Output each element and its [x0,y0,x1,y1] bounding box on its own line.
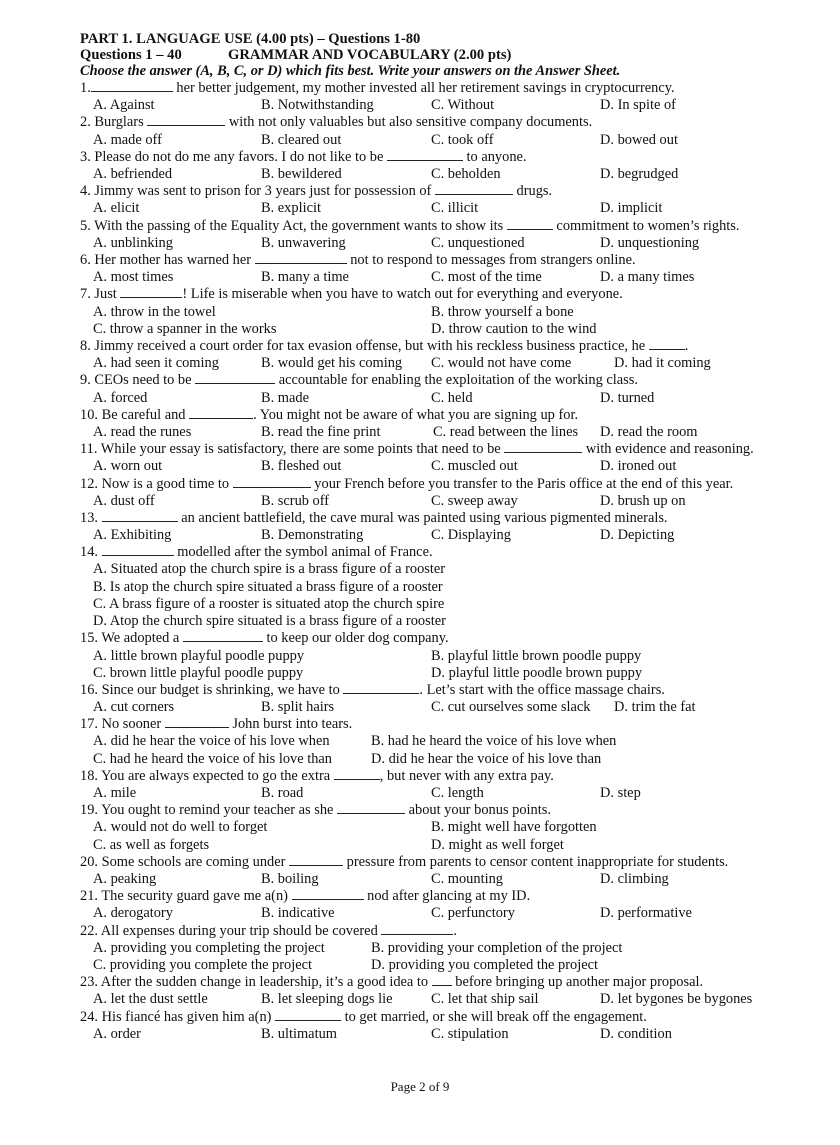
option-b: B. let sleeping dogs lie [261,991,393,1008]
option-d: D. bowed out [600,131,678,148]
stem-text-after: to anyone. [462,148,527,165]
question-number: 10. [80,406,98,423]
option-c: C. mounting [431,871,503,888]
option-d: D. Depicting [600,527,675,544]
stem-text-after: to get married, or she will break off the engagement. [341,1008,647,1025]
option-c: C. Without [431,97,495,114]
question-stem [80,1009,780,1026]
option-a: A. made off [93,131,162,148]
question-14 [80,544,780,630]
option-a: A. throw in the towel [93,303,216,320]
stem-text-after: drugs. [512,183,553,200]
answer-blank [183,630,263,642]
question-21 [80,888,780,922]
option-a: A. let the dust settle [93,991,208,1008]
question-number: 23. [80,974,98,991]
option-c: C. as well as forgets [93,836,210,853]
option-b: B. Demonstrating [261,527,364,544]
stem-text-before: Please do not do me any favors. I do not like to be [90,148,387,165]
stem-text-after: before bringing up another major proposal. [451,974,704,991]
question-number: 1. [80,80,91,96]
option-b: B. playful little brown poodle puppy [431,647,642,664]
answer-blank [432,974,452,986]
option-d: D. playful little poodle brown puppy [431,664,643,681]
answer-options [80,235,780,252]
stem-text-after: commitment to women’s rights. [552,217,740,234]
stem-text-before: Jimmy received a court order for tax evasion offense, but with his reckless business practice, he [90,337,649,354]
stem-text-after: John burst into tears. [228,716,353,733]
option-b: B. made [261,389,309,406]
option-d: D. In spite of [600,97,676,114]
answer-options [80,733,780,767]
question-15 [80,630,780,682]
question-16 [80,682,780,716]
section-heading [80,47,780,63]
stem-text-before: All expenses during your trip should be covered [98,922,382,939]
answer-options [80,527,780,544]
question-stem [80,768,780,785]
section-range: Questions 1 – 40 [80,47,182,63]
answer-options [80,269,780,286]
answer-blank [255,252,347,264]
question-list [80,80,780,1043]
question-number: 4. [80,183,91,200]
option-a: A. read the runes [93,423,192,440]
question-stem [80,80,780,97]
question-number: 17. [80,716,98,733]
stem-text-after: . [453,922,457,939]
answer-blank [435,183,513,195]
stem-text-before: With the passing of the Equality Act, the government wants to show its [90,217,507,234]
stem-text-before: We adopted a [98,630,183,647]
question-number: 7. [80,286,91,303]
stem-text-before: CEOs need to be [90,372,196,389]
question-stem [80,854,780,871]
option-d: D. climbing [600,871,669,888]
option-c: C. providing you complete the project [93,957,313,974]
stem-text-before: His fiancé has given him a(n) [98,1008,276,1025]
question-13 [80,510,780,544]
stem-text-before: Just [90,286,121,303]
option-b: B. fleshed out [261,458,342,475]
question-stem [80,372,780,389]
answer-options [80,458,780,475]
option-a: A. unblinking [93,234,173,251]
answer-options [80,97,780,114]
option-b: B. unwavering [261,234,346,251]
question-stem [80,114,780,131]
option-d: D. performative [600,905,692,922]
stem-text-after: ! Life is miserable when you have to watch out for everything and everyone. [182,286,623,303]
question-10 [80,407,780,441]
option-a: A. Situated atop the church spire is a brass figure of a rooster [93,561,446,578]
option-c: C. would not have come [431,355,572,372]
option-a: A. dust off [93,492,155,509]
answer-options [80,648,780,682]
option-c: C. let that ship sail [431,991,539,1008]
answer-options [80,493,780,510]
answer-options [80,355,780,372]
option-c: C. muscled out [431,458,518,475]
exam-page [80,31,780,1043]
stem-text-after: . [684,337,689,354]
question-4 [80,183,780,217]
answer-options [80,991,780,1008]
answer-options [80,390,780,407]
answer-options [80,166,780,183]
question-number: 8. [80,337,91,354]
stem-text-before: After the sudden change in leadership, it’s a good idea to [98,974,432,991]
question-number: 9. [80,372,91,389]
stem-text-before: You ought to remind your teacher as she [98,802,338,819]
question-stem [80,476,780,493]
option-c: C. throw a spanner in the works [93,320,277,337]
option-c: C. read between the lines [433,423,579,440]
answer-options [80,699,780,716]
answer-blank [343,682,419,694]
question-number: 24. [80,1008,98,1025]
option-b: B. cleared out [261,131,342,148]
question-stem [80,218,780,235]
question-22 [80,923,780,975]
option-c: C. had he heard the voice of his love than [93,750,332,767]
page-number: Page 2 of 9 [390,1079,450,1094]
question-number: 11. [80,441,98,458]
question-18 [80,768,780,802]
option-d: D. ironed out [600,458,677,475]
answer-blank [120,286,182,298]
answer-blank [334,768,380,780]
option-d: D. trim the fat [614,699,696,716]
option-d: D. implicit [600,200,663,217]
stem-text-before: Jimmy was sent to prison for 3 years just for possession of [90,183,435,200]
answer-blank [233,476,311,488]
question-number: 13. [80,509,98,526]
question-number: 21. [80,888,98,905]
option-a: A. peaking [93,871,157,888]
option-a: A. had seen it coming [93,355,219,372]
stem-text-before: Some schools are coming under [98,853,290,870]
option-a: A. little brown playful poodle puppy [93,647,305,664]
option-d: D. step [600,785,641,802]
question-11 [80,441,780,475]
option-a: A. cut corners [93,699,175,716]
question-12 [80,476,780,510]
question-stem [80,407,780,424]
answer-blank [102,510,178,522]
answer-blank [275,1009,341,1021]
option-b: B. explicit [261,200,321,217]
option-c: C. most of the time [431,269,542,286]
stem-text-after: . You might not be aware of what you are signing up for. [253,406,579,423]
answer-options [80,200,780,217]
option-c: C. Displaying [431,527,511,544]
option-c: C. brown little playful poodle puppy [93,664,304,681]
question-number: 15. [80,630,98,647]
question-number: 12. [80,475,98,492]
instructions: Choose the answer (A, B, C, or D) which fits best. Write your answers on the Answer Sheet. [80,63,621,79]
stem-text-before: While your essay is satisfactory, there are some points that need to be [97,441,505,458]
option-b: B. had he heard the voice of his love when [371,733,617,750]
section-title: GRAMMAR AND VOCABULARY (2.00 pts) [228,47,512,63]
question-number: 18. [80,767,98,784]
question-number: 22. [80,922,98,939]
question-1 [80,80,780,114]
stem-text-after: about your bonus points. [405,802,551,819]
stem-text-before: You are always expected to go the extra [98,767,334,784]
question-24 [80,1009,780,1043]
question-8 [80,338,780,372]
option-d: D. read the room [600,423,698,440]
option-b: B. bewildered [261,165,342,182]
answer-blank [165,716,229,728]
option-a: A. would not do well to forget [93,819,268,836]
option-a: A. order [93,1025,141,1042]
answer-blank [337,802,405,814]
question-9 [80,372,780,406]
option-d: D. begrudged [600,165,679,182]
stem-text-after: to keep our older dog company. [262,630,449,647]
question-6 [80,252,780,286]
stem-text-after: nod after glancing at my ID. [363,888,531,905]
stem-text-before: Be careful and [98,406,190,423]
option-a: A. elicit [93,200,140,217]
question-number: 6. [80,251,91,268]
question-number: 2. [80,114,91,131]
answer-blank [102,544,174,556]
question-stem [80,802,780,819]
option-b: B. providing your completion of the project [371,939,623,956]
question-stem [80,286,780,303]
question-3 [80,149,780,183]
stem-text-after: modelled after the symbol animal of France. [173,544,433,561]
option-d: D. a many times [600,269,695,286]
answer-options [80,785,780,802]
option-b: B. Notwithstanding [261,97,374,114]
option-a: A. mile [93,785,137,802]
option-b: B. split hairs [261,699,335,716]
question-number: 5. [80,217,91,234]
option-b: B. would get his coming [261,355,403,372]
option-a: A. befriended [93,165,173,182]
option-b: B. read the fine print [261,423,381,440]
stem-text-before: Since our budget is shrinking, we have to [98,681,344,698]
answer-options [80,304,780,338]
answer-blank [289,854,343,866]
option-c: C. perfunctory [431,905,515,922]
question-stem [80,338,780,355]
answer-options [80,1026,780,1043]
option-a: A. providing you completing the project [93,939,325,956]
option-c: C. cut ourselves some slack [431,699,591,716]
option-a: A. derogatory [93,905,173,922]
option-b: B. road [261,785,304,802]
option-d: D. Atop the church spire situated is a brass figure of a rooster [93,613,446,630]
part-title: PART 1. LANGUAGE USE (4.00 pts) – Questions 1-80 [80,31,421,47]
question-stem [80,974,780,991]
option-d: D. let bygones be bygones [600,991,753,1008]
option-b: B. might well have forgotten [431,819,597,836]
option-d: D. did he hear the voice of his love than [371,750,602,767]
question-number: 19. [80,802,98,819]
question-19 [80,802,780,854]
option-a: A. forced [93,389,148,406]
option-b: B. indicative [261,905,335,922]
stem-text-before: No sooner [98,716,165,733]
question-stem [80,544,780,561]
answer-blank [91,80,173,92]
question-number: 16. [80,681,98,698]
answer-options [80,132,780,149]
stem-text-after: with evidence and reasoning. [582,441,754,458]
question-stem [80,682,780,699]
question-2 [80,114,780,148]
answer-blank [381,923,453,935]
option-d: D. condition [600,1025,672,1042]
stem-text-after: her better judgement, my mother invested all her retirement savings in cryptocurrency. [172,80,675,96]
question-stem [80,888,780,905]
option-c: C. beholden [431,165,501,182]
answer-blank [195,372,275,384]
question-7 [80,286,780,338]
stem-text-after: , but never with any extra pay. [379,767,554,784]
stem-text-before: The security guard gave me a(n) [98,888,292,905]
option-d: D. might as well forget [431,836,564,853]
stem-text-before: Her mother has warned her [90,251,255,268]
stem-text-after: your French before you transfer to the Paris office at the end of this year. [310,475,734,492]
option-c: C. A brass figure of a rooster is situated atop the church spire [93,595,445,612]
option-b: B. Is atop the church spire situated a brass figure of a rooster [93,578,443,595]
option-b: B. scrub off [261,492,330,509]
stem-text-after: pressure from parents to censor content inappropriate for students. [343,853,729,870]
answer-options [80,871,780,888]
option-d: D. unquestioning [600,234,700,251]
option-d: D. providing you completed the project [371,957,598,974]
option-b: B. ultimatum [261,1025,337,1042]
option-c: C. took off [431,131,494,148]
stem-text-after: an ancient battlefield, the cave mural was painted using various pigmented minerals. [177,509,668,526]
answer-blank [504,441,582,453]
stem-text-after: not to respond to messages from strangers online. [346,251,636,268]
question-number: 20. [80,853,98,870]
option-b: B. boiling [261,871,319,888]
answer-options [80,940,780,974]
question-stem [80,716,780,733]
answer-blank [507,218,553,230]
option-d: D. throw caution to the wind [431,320,597,337]
question-17 [80,716,780,768]
option-b: B. many a time [261,269,349,286]
question-23 [80,974,780,1008]
answer-blank [189,407,253,419]
option-c: C. held [431,389,473,406]
question-stem [80,923,780,940]
question-stem [80,252,780,269]
answer-blank [649,338,685,350]
option-a: A. worn out [93,458,163,475]
question-number: 3. [80,148,91,165]
question-5 [80,218,780,252]
option-c: C. unquestioned [431,234,525,251]
answer-options [80,905,780,922]
answer-blank [292,888,364,900]
option-c: C. sweep away [431,492,518,509]
stem-text-after: . Let’s start with the office massage chairs. [419,681,665,698]
question-20 [80,854,780,888]
option-c: C. length [431,785,484,802]
answer-blank [147,114,225,126]
answer-blank [387,149,463,161]
option-b: B. throw yourself a bone [431,303,574,320]
answer-options [80,424,780,441]
stem-text-before: Now is a good time to [98,475,233,492]
option-d: D. turned [600,389,655,406]
option-d: D. had it coming [614,355,711,372]
stem-text-after: with not only valuables but also sensitive company documents. [225,114,593,131]
question-number: 14. [80,544,98,561]
stem-text-after: accountable for enabling the exploitation of the working class. [275,372,638,389]
option-a: A. did he hear the voice of his love when [93,733,330,750]
question-stem [80,510,780,527]
option-c: C. illicit [431,200,479,217]
option-a: A. Against [93,97,155,114]
question-stem [80,183,780,200]
answer-options [80,819,780,853]
option-c: C. stipulation [431,1025,509,1042]
answer-options [80,561,780,630]
stem-text-before: Burglars [90,114,148,131]
option-a: A. Exhibiting [93,527,172,544]
question-stem [80,149,780,166]
option-d: D. brush up on [600,492,686,509]
question-stem [80,441,780,458]
question-stem [80,630,780,647]
option-a: A. most times [93,269,174,286]
